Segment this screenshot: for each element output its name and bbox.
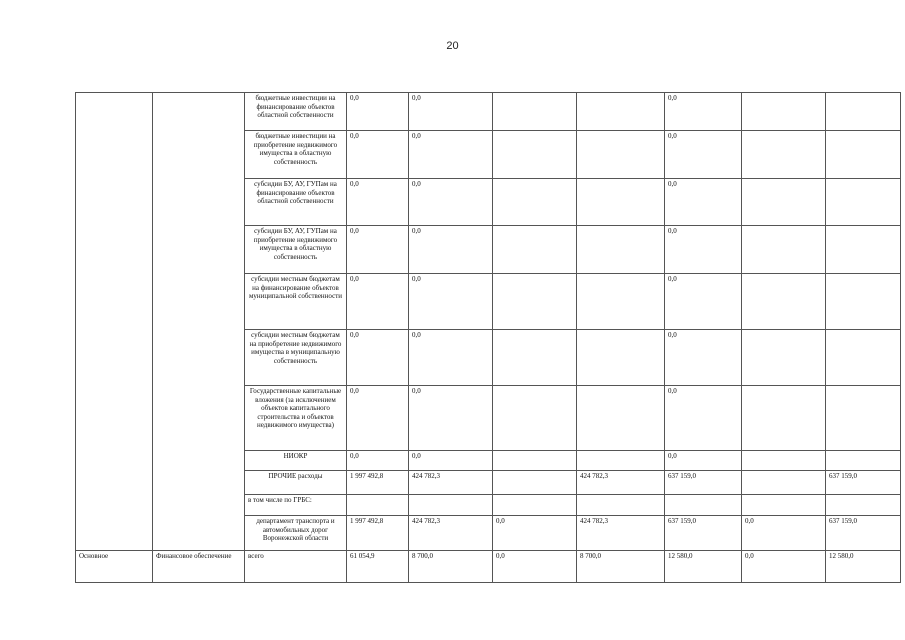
- cell-value: 0,0: [347, 274, 409, 330]
- cell-value: [742, 179, 826, 226]
- cell-value: [493, 495, 577, 516]
- cell-value: 0,0: [409, 274, 493, 330]
- cell-value: 0,0: [347, 386, 409, 451]
- cell-value: [742, 226, 826, 274]
- cell-value: 0,0: [665, 131, 742, 179]
- cell-value: [742, 93, 826, 131]
- cell-value: 0,0: [665, 451, 742, 471]
- row-name: бюджетные инвестиции на приобретение недвижимого имущества в областную собственность: [245, 131, 347, 179]
- cell-value: [742, 131, 826, 179]
- cell-value: [742, 386, 826, 451]
- cell-value: 0,0: [742, 516, 826, 551]
- cell-value: [577, 93, 665, 131]
- row-name: ПРОЧИЕ расходы: [245, 471, 347, 495]
- cell-value: [493, 131, 577, 179]
- cell-value: 637 159,0: [665, 471, 742, 495]
- cell-value: 0,0: [493, 551, 577, 583]
- cell-value: 0,0: [409, 226, 493, 274]
- cell-value: 0,0: [665, 226, 742, 274]
- cell-value: 61 054,9: [347, 551, 409, 583]
- cell-value: 0,0: [665, 179, 742, 226]
- cell-value: 0,0: [347, 131, 409, 179]
- cell-value: 424 782,3: [409, 471, 493, 495]
- row-name: бюджетные инвестиции на финансирование объектов областной собственности: [245, 93, 347, 131]
- subsection-label: Финансовое обеспечение: [153, 551, 245, 583]
- row-name: Государственные капитальные вложения (за исключением объектов капитального строительства и объектов недвижимого имущества): [245, 386, 347, 451]
- cell-value: [493, 179, 577, 226]
- cell-value: [577, 495, 665, 516]
- cell-value: [826, 495, 901, 516]
- cell-value: 0,0: [665, 93, 742, 131]
- row-name: субсидии местным бюджетам на приобретение недвижимого имущества в муниципальную собственность: [245, 330, 347, 386]
- cell-value: 12 580,0: [665, 551, 742, 583]
- cell-value: [577, 330, 665, 386]
- cell-value: 0,0: [665, 330, 742, 386]
- cell-value: 637 159,0: [826, 471, 901, 495]
- cell-value: [347, 495, 409, 516]
- row-name: департамент транспорта и автомобильных дорог Воронежской области: [245, 516, 347, 551]
- cell-value: 0,0: [347, 226, 409, 274]
- cell-value: 8 700,0: [577, 551, 665, 583]
- row-name: НИОКР: [245, 451, 347, 471]
- cell-value: [577, 131, 665, 179]
- cell-value: 0,0: [347, 179, 409, 226]
- cell-value: [826, 274, 901, 330]
- cell-value: [493, 274, 577, 330]
- cell-value: [826, 179, 901, 226]
- cell-value: [742, 330, 826, 386]
- cell-value: [577, 274, 665, 330]
- cell-value: [742, 495, 826, 516]
- cell-value: [826, 330, 901, 386]
- row-name: субсидии местным бюджетам на финансирование объектов муниципальной собственности: [245, 274, 347, 330]
- row-name: в том числе по ГРБС:: [245, 495, 347, 516]
- cell-value: 0,0: [409, 179, 493, 226]
- cell-value: [577, 179, 665, 226]
- cell-value: 0,0: [665, 274, 742, 330]
- cell-value: 424 782,3: [409, 516, 493, 551]
- cell-value: [493, 471, 577, 495]
- page-number: 20: [446, 40, 459, 52]
- row-name: всего: [245, 551, 347, 583]
- cell-value: [577, 386, 665, 451]
- cell-value: 637 159,0: [826, 516, 901, 551]
- cell-value: [409, 495, 493, 516]
- cell-value: 0,0: [665, 386, 742, 451]
- cell-value: 0,0: [409, 386, 493, 451]
- cell-value: 0,0: [409, 131, 493, 179]
- cell-value: [742, 274, 826, 330]
- cell-value: 12 580,0: [826, 551, 901, 583]
- cell-value: 8 700,0: [409, 551, 493, 583]
- cell-value: [493, 93, 577, 131]
- cell-value: 1 997 492,8: [347, 471, 409, 495]
- cell-value: 637 159,0: [665, 516, 742, 551]
- cell-value: [826, 226, 901, 274]
- cell-value: 0,0: [493, 516, 577, 551]
- cell-value: [826, 131, 901, 179]
- cell-value: 0,0: [409, 451, 493, 471]
- cell-value: [826, 386, 901, 451]
- cell-value: 1 997 492,8: [347, 516, 409, 551]
- row-name: субсидии БУ, АУ, ГУПам на приобретение недвижимого имущества в областную собственность: [245, 226, 347, 274]
- cell-value: [742, 471, 826, 495]
- section-cell: [76, 93, 153, 551]
- cell-value: 0,0: [409, 93, 493, 131]
- cell-value: [826, 451, 901, 471]
- cell-value: [493, 330, 577, 386]
- cell-value: 424 782,3: [577, 471, 665, 495]
- cell-value: [665, 495, 742, 516]
- cell-value: 0,0: [347, 451, 409, 471]
- cell-value: 424 782,3: [577, 516, 665, 551]
- cell-value: [826, 93, 901, 131]
- row-name: субсидии БУ, АУ, ГУПам на финансирование объектов областной собственности: [245, 179, 347, 226]
- cell-value: [577, 451, 665, 471]
- subsection-cell: [153, 93, 245, 551]
- cell-value: 0,0: [347, 93, 409, 131]
- budget-table: [75, 92, 901, 583]
- cell-value: [577, 226, 665, 274]
- section-label: Основное: [76, 551, 153, 583]
- cell-value: 0,0: [347, 330, 409, 386]
- cell-value: [493, 226, 577, 274]
- cell-value: 0,0: [742, 551, 826, 583]
- cell-value: [493, 386, 577, 451]
- cell-value: [493, 451, 577, 471]
- cell-value: 0,0: [409, 330, 493, 386]
- cell-value: [742, 451, 826, 471]
